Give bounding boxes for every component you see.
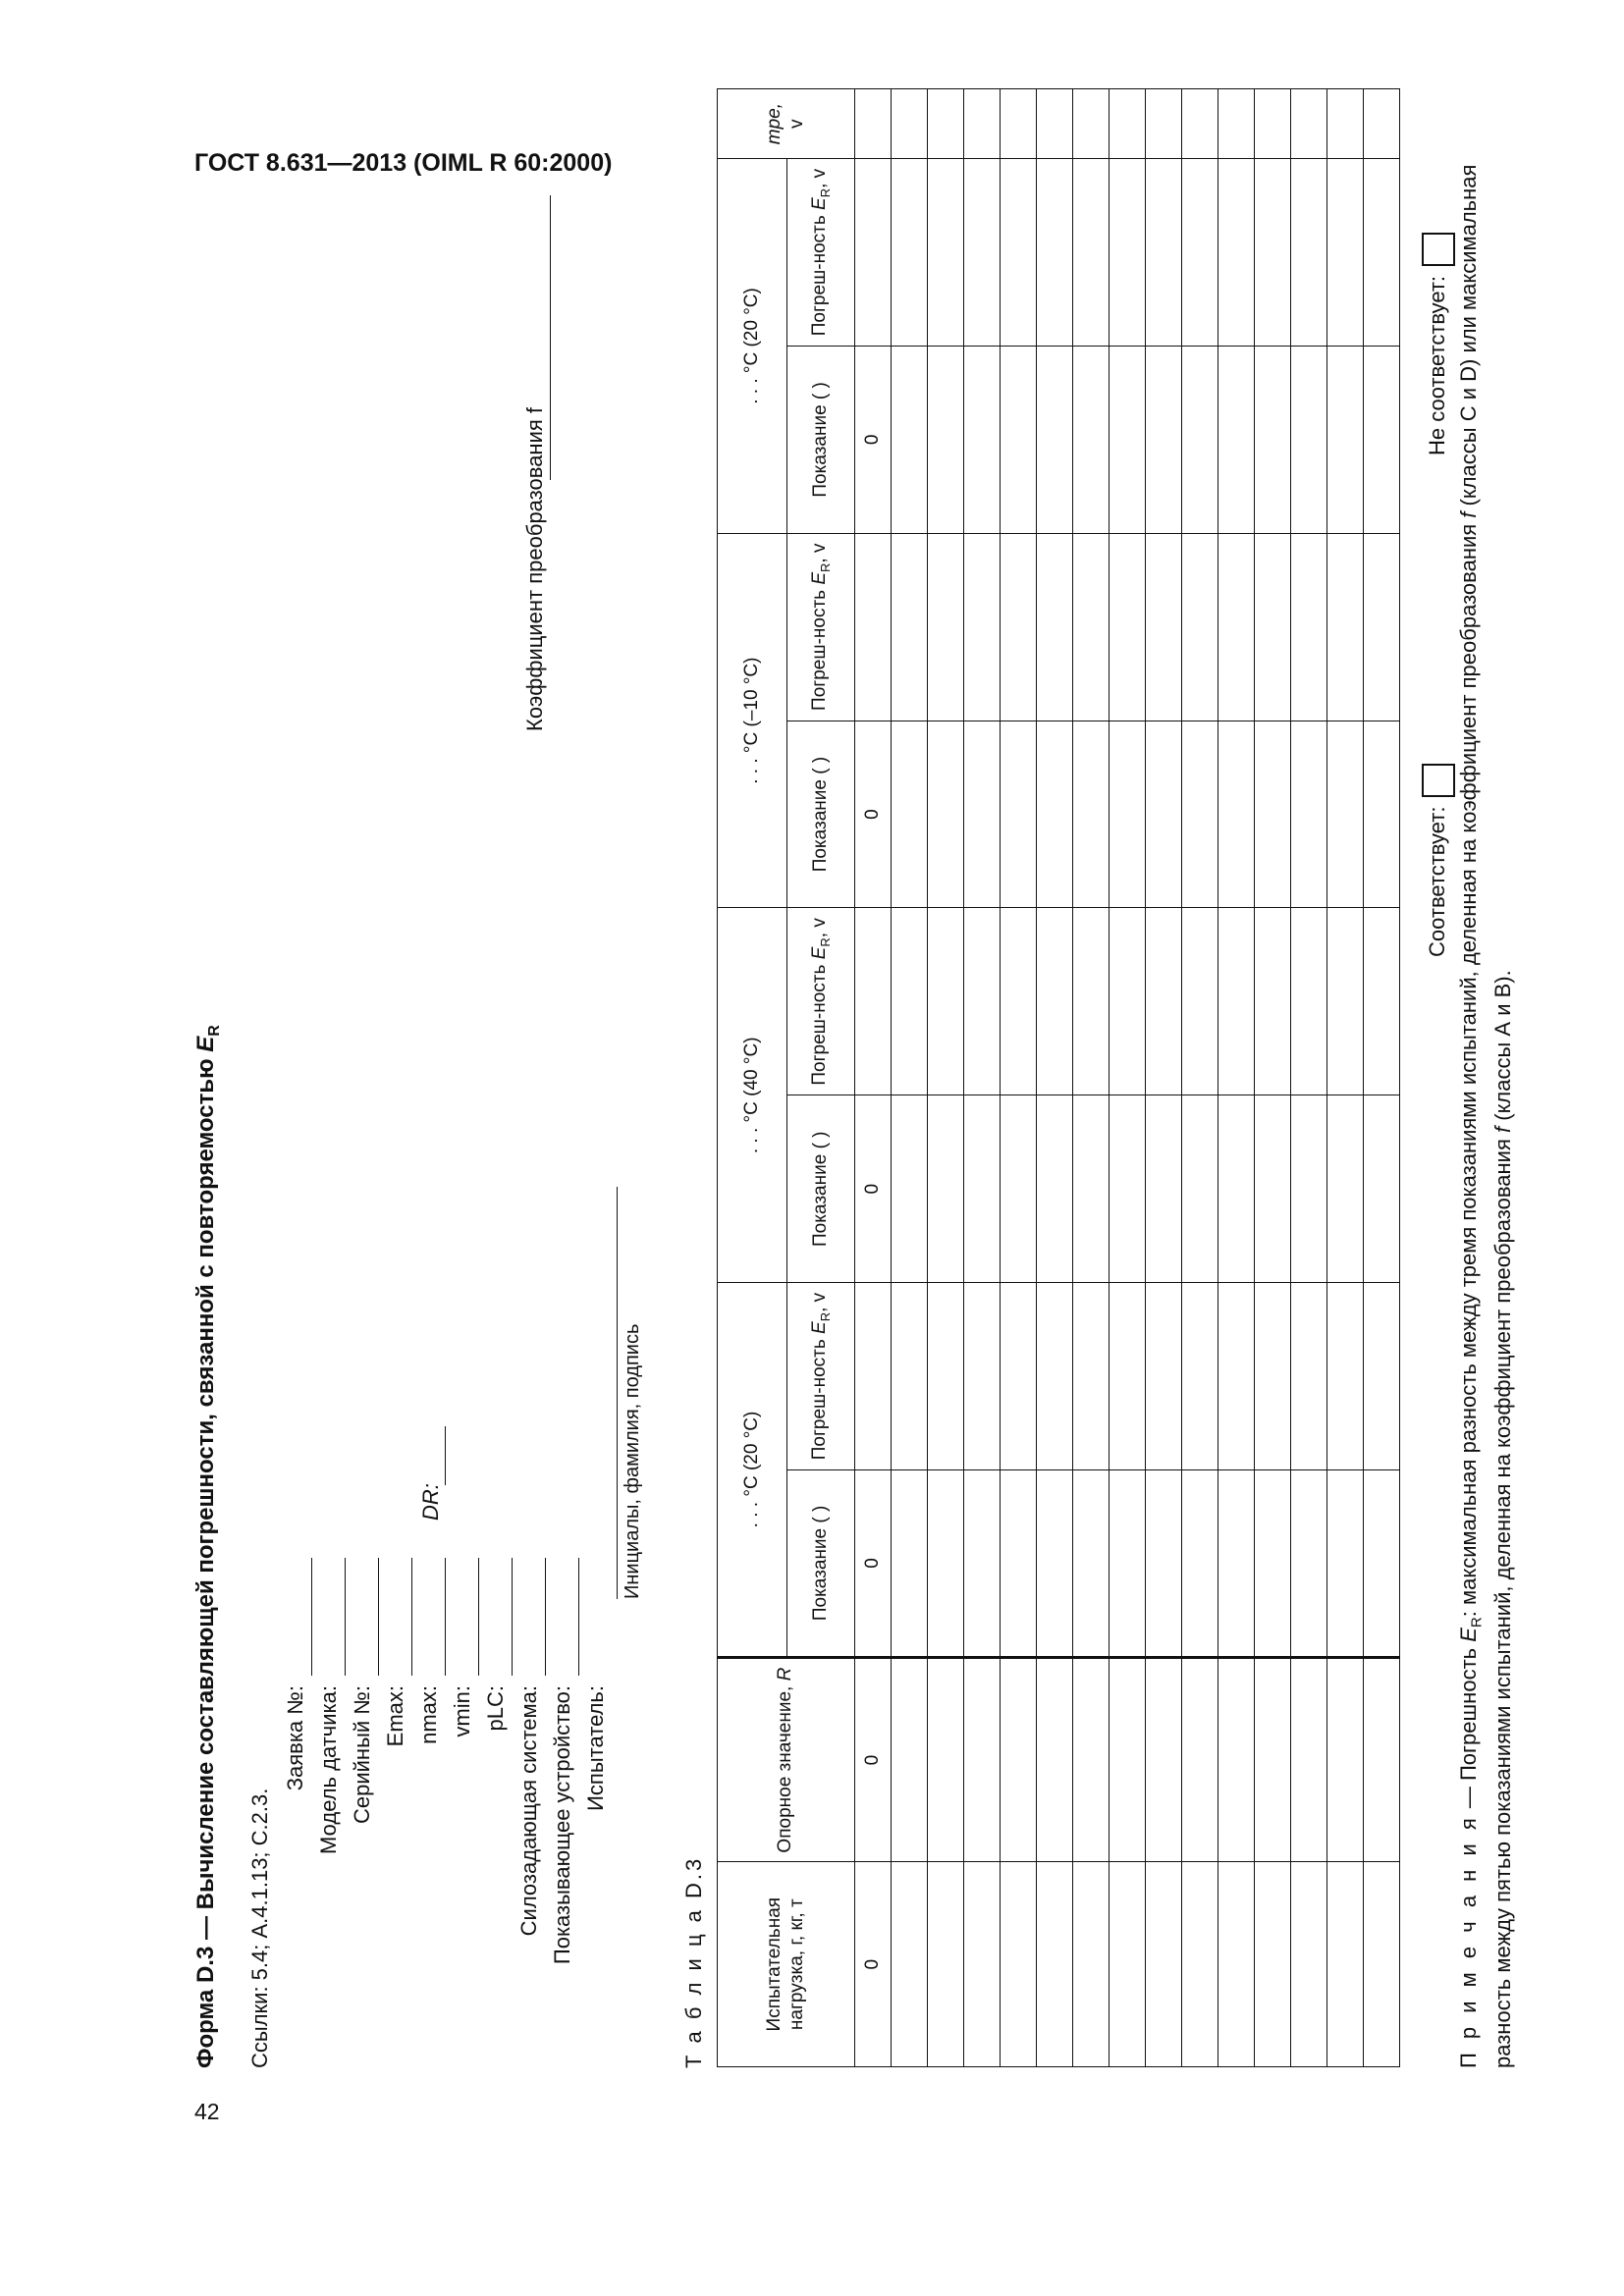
header-mpe: mpe, v (718, 89, 855, 159)
table-cell[interactable] (1073, 1657, 1110, 1862)
table-cell[interactable] (1327, 1095, 1364, 1283)
header-load: Испытательная нагрузка, г, кг, т (718, 1862, 855, 2067)
table-cell[interactable] (1037, 89, 1073, 159)
field-label: Силозадающая система: (516, 1685, 541, 1937)
field-label: Модель датчика: (316, 1685, 341, 1854)
line-emax[interactable] (383, 1558, 416, 1676)
table-cell[interactable] (1146, 1862, 1182, 2067)
header-reading-2: Показание ( ) (787, 1095, 855, 1283)
dr-label: DR: (418, 1483, 443, 1521)
table-cell[interactable] (1037, 346, 1073, 533)
table-cell[interactable] (1291, 1657, 1327, 1862)
signature-caption: Инициалы, фамилия, подпись (617, 1187, 644, 1599)
table-row (1146, 89, 1182, 2067)
form-title: Форма D.3 — Вычисление составляющей погрешности, связанной с повторяемостью $E_R$ (192, 1025, 223, 2068)
table-row (1182, 89, 1218, 2067)
table-cell[interactable] (928, 533, 964, 721)
header-error-1: Погреш-ность $E_R$, v (787, 1283, 855, 1470)
complies (1422, 764, 1455, 957)
field-label: vmin: (450, 1685, 474, 1737)
document-header: ГОСТ 8.631—2013 (OIML R 60:2000) (194, 149, 613, 177)
field-nmax (416, 1685, 450, 2068)
table-cell[interactable] (1255, 1862, 1291, 2067)
table-row (1327, 89, 1364, 2067)
table-cell[interactable] (1364, 1095, 1400, 1283)
table-cell[interactable] (1182, 721, 1218, 908)
line-nmax[interactable] (416, 1558, 450, 1676)
table-cell[interactable] (1291, 346, 1327, 533)
table-cell[interactable] (1037, 1283, 1073, 1470)
table-cell[interactable] (1291, 908, 1327, 1095)
table-cell[interactable] (928, 89, 964, 159)
table-cell[interactable] (1327, 1283, 1364, 1470)
table-cell[interactable] (1037, 1862, 1073, 2067)
table-cell[interactable] (1218, 721, 1255, 908)
table-cell[interactable] (892, 1095, 928, 1283)
table-cell[interactable] (964, 1095, 1001, 1283)
table-row (1037, 89, 1073, 2067)
not-complies-label: Не соответствует: (1424, 275, 1449, 455)
table-cell[interactable] (1255, 1095, 1291, 1283)
table-cell[interactable] (1218, 1469, 1255, 1657)
table-cell[interactable] (1327, 1862, 1364, 2067)
table-row (1255, 89, 1291, 2067)
table-cell[interactable] (1110, 1862, 1146, 2067)
table-cell[interactable] (855, 533, 892, 721)
line-vmin[interactable] (450, 1558, 483, 1676)
page-number: 42 (194, 2099, 220, 2124)
table-cell[interactable] (964, 346, 1001, 533)
table-cell[interactable] (1255, 346, 1291, 533)
table-cell[interactable]: 0 (855, 346, 892, 533)
table-cell[interactable] (1182, 1657, 1218, 1862)
table-cell[interactable] (1073, 721, 1110, 908)
table-cell[interactable] (892, 159, 928, 347)
table-cell[interactable] (1291, 1862, 1327, 2067)
table-cell[interactable] (1001, 89, 1037, 159)
table-cell[interactable] (1291, 1469, 1327, 1657)
complies-checkbox[interactable] (1422, 764, 1455, 797)
header-group-1: . . . °С (20 °С) (718, 1283, 787, 1658)
table-cell[interactable] (964, 1862, 1001, 2067)
table-cell[interactable] (1146, 1095, 1182, 1283)
complies-label: Соответствует: (1424, 806, 1449, 957)
table-cell[interactable] (964, 89, 1001, 159)
table-cell[interactable] (1001, 1095, 1037, 1283)
table-cell[interactable] (1255, 159, 1291, 347)
table-cell[interactable] (1146, 346, 1182, 533)
table-cell[interactable] (1291, 89, 1327, 159)
table-cell[interactable] (1255, 1469, 1291, 1657)
table-cell[interactable] (892, 908, 928, 1095)
table-row (1291, 89, 1327, 2067)
table-cell[interactable] (1364, 1862, 1400, 2067)
table-cell[interactable]: 0 (855, 1469, 892, 1657)
table-cell[interactable] (1364, 908, 1400, 1095)
header-error-3: Погреш-ность $E_R$, v (787, 533, 855, 721)
table-cell[interactable] (892, 1469, 928, 1657)
table-cell[interactable] (928, 1862, 964, 2067)
table-row (1218, 89, 1255, 2067)
table-cell[interactable] (1001, 721, 1037, 908)
table-cell[interactable] (1291, 721, 1327, 908)
header-reading-3: Показание ( ) (787, 721, 855, 908)
table-cell[interactable] (1182, 908, 1218, 1095)
line-dr[interactable] (416, 1426, 450, 1485)
table-cell[interactable] (1073, 1283, 1110, 1470)
table-cell[interactable] (1146, 1283, 1182, 1470)
field-plc (483, 1685, 516, 2068)
table-cell[interactable] (1037, 159, 1073, 347)
table-cell[interactable] (1146, 1469, 1182, 1657)
field-model (316, 1685, 350, 2068)
table-cell[interactable] (1001, 908, 1037, 1095)
table-cell[interactable] (928, 1657, 964, 1862)
field-label: Испытатель: (583, 1685, 608, 1811)
table-cell[interactable] (1001, 159, 1037, 347)
table-cell[interactable] (928, 346, 964, 533)
table-cell[interactable] (1037, 1469, 1073, 1657)
note: П р и м е ч а н и я — Погрешность $E_R$: максимальная разность между тремя показаниями испытаний, деленная на коэффициент преобразования f (классы С и D) или максимальная разность между пятью показаниями испытаний, деленная на коэффициент преобразования f (классы А и В). (1456, 164, 1516, 2068)
table-cell[interactable] (892, 1862, 928, 2067)
line-application[interactable] (283, 1558, 316, 1676)
table-row (892, 89, 928, 2067)
table-cell[interactable] (1182, 1862, 1218, 2067)
table-cell[interactable] (855, 908, 892, 1095)
table-body (855, 89, 1400, 2067)
table-cell[interactable] (1364, 89, 1400, 159)
field-label: Заявка №: (283, 1685, 307, 1791)
table-cell[interactable] (1255, 908, 1291, 1095)
table-cell[interactable] (1218, 1095, 1255, 1283)
table-cell[interactable] (1327, 89, 1364, 159)
table-cell[interactable] (1146, 1657, 1182, 1862)
field-vmin (450, 1685, 483, 2068)
table-cell[interactable] (1001, 1469, 1037, 1657)
table-cell[interactable] (1146, 533, 1182, 721)
table-cell[interactable] (1001, 1283, 1037, 1470)
table-cell[interactable] (1073, 159, 1110, 347)
table-cell[interactable] (1037, 533, 1073, 721)
field-label: pLC: (483, 1685, 508, 1732)
table-cell[interactable] (1364, 346, 1400, 533)
table-cell[interactable] (1364, 1469, 1400, 1657)
table-cell[interactable] (928, 1469, 964, 1657)
line-plc[interactable] (483, 1558, 516, 1676)
table-cell[interactable] (928, 721, 964, 908)
table-cell[interactable]: 0 (855, 1095, 892, 1283)
header-error-2: Погреш-ность $E_R$, v (787, 908, 855, 1095)
table-cell[interactable] (1291, 159, 1327, 347)
table-cell[interactable] (928, 1095, 964, 1283)
table-row-zero (855, 89, 892, 2067)
table-cell[interactable] (1182, 159, 1218, 347)
table-cell[interactable] (964, 1469, 1001, 1657)
field-label: nmax: (416, 1685, 441, 1744)
table-cell[interactable] (1364, 159, 1400, 347)
table-cell[interactable] (928, 159, 964, 347)
line-indicator[interactable] (550, 1558, 583, 1676)
table-cell[interactable] (1218, 159, 1255, 347)
table-cell[interactable] (1255, 533, 1291, 721)
table-caption: Т а б л и ц а D.3 (681, 1855, 706, 2068)
table-cell[interactable] (1110, 346, 1146, 533)
table-cell[interactable] (1001, 533, 1037, 721)
table-row (1073, 89, 1110, 2067)
line-serial[interactable] (350, 1558, 383, 1676)
references: Ссылки: 5.4; А.4.1.13; С.2.3. (247, 1788, 272, 2068)
table-cell[interactable] (928, 1283, 964, 1470)
field-label: Серийный №: (350, 1685, 374, 1825)
field-emax (383, 1685, 416, 2068)
table-cell[interactable] (1327, 346, 1364, 533)
table-cell[interactable] (855, 1283, 892, 1470)
table-cell[interactable] (1364, 1657, 1400, 1862)
table-cell[interactable] (1146, 721, 1182, 908)
table-cell[interactable] (1218, 1657, 1255, 1862)
table-cell[interactable] (1037, 908, 1073, 1095)
table-cell[interactable] (1364, 1283, 1400, 1470)
table-cell[interactable] (1001, 1862, 1037, 2067)
table-cell[interactable] (1327, 533, 1364, 721)
table-cell[interactable] (1037, 1657, 1073, 1862)
table-cell[interactable] (1182, 346, 1218, 533)
table-cell[interactable] (1218, 533, 1255, 721)
table-row (1364, 89, 1400, 2067)
table-cell[interactable] (1218, 908, 1255, 1095)
field-tester (583, 1685, 617, 2068)
header-error-4: Погреш-ность $E_R$, v (787, 159, 855, 347)
table-cell[interactable] (1255, 721, 1291, 908)
table-cell[interactable] (1255, 1283, 1291, 1470)
table-cell[interactable] (1291, 533, 1327, 721)
table-cell[interactable] (964, 721, 1001, 908)
table-cell[interactable] (1073, 908, 1110, 1095)
table-cell[interactable] (1073, 533, 1110, 721)
table-cell[interactable] (1327, 1469, 1364, 1657)
field-label: Показывающее устройство: (550, 1685, 574, 1965)
table-cell[interactable]: 0 (855, 1657, 892, 1862)
field-label: Emax: (383, 1685, 407, 1747)
header-reading-1: Показание ( ) (787, 1469, 855, 1657)
table-cell[interactable] (892, 89, 928, 159)
table-cell[interactable] (855, 89, 892, 159)
table-cell[interactable] (892, 1283, 928, 1470)
table-cell[interactable] (1146, 159, 1182, 347)
field-serial (350, 1685, 383, 2068)
table-cell[interactable] (1110, 1657, 1146, 1862)
table-cell[interactable] (1073, 1095, 1110, 1283)
table-row (1110, 89, 1146, 2067)
table-cell[interactable] (1110, 721, 1146, 908)
table-cell[interactable] (1218, 1862, 1255, 2067)
table-cell[interactable] (1037, 1095, 1073, 1283)
table-cell[interactable] (1110, 1469, 1146, 1657)
table-cell[interactable] (1110, 1283, 1146, 1470)
table-cell[interactable] (1001, 1657, 1037, 1862)
table-cell[interactable] (1182, 1469, 1218, 1657)
table-cell[interactable] (892, 1657, 928, 1862)
table-cell[interactable] (1037, 721, 1073, 908)
table-cell[interactable] (892, 533, 928, 721)
field-application (283, 1685, 316, 2068)
table-cell[interactable] (1146, 89, 1182, 159)
table-cell[interactable] (1073, 346, 1110, 533)
header-group-2: . . . °С (40 °С) (718, 908, 787, 1283)
table-cell[interactable] (1327, 721, 1364, 908)
table-cell[interactable] (1218, 89, 1255, 159)
table-cell[interactable] (1291, 1095, 1327, 1283)
table-cell[interactable] (855, 159, 892, 347)
line-force-system[interactable] (516, 1558, 550, 1676)
table-cell[interactable] (1218, 346, 1255, 533)
field-indicator (550, 1685, 583, 2068)
table-cell[interactable] (1073, 1469, 1110, 1657)
header-reading-4: Показание ( ) (787, 346, 855, 533)
table-cell[interactable] (1110, 1095, 1146, 1283)
table-cell[interactable] (1110, 533, 1146, 721)
table-cell[interactable]: 0 (855, 1862, 892, 2067)
table-d3 (717, 88, 1400, 2067)
table-cell[interactable] (964, 1657, 1001, 1862)
table-cell[interactable] (1182, 533, 1218, 721)
table-cell[interactable] (892, 346, 928, 533)
table-cell[interactable] (964, 533, 1001, 721)
table-cell[interactable] (1073, 89, 1110, 159)
table-row (1001, 89, 1037, 2067)
header-group-3: . . . °С (–10 °С) (718, 533, 787, 908)
table-cell[interactable] (1073, 1862, 1110, 2067)
not-complies-checkbox[interactable] (1422, 233, 1455, 266)
table-cell[interactable] (1364, 533, 1400, 721)
table-cell[interactable] (1110, 908, 1146, 1095)
table-cell[interactable] (1255, 89, 1291, 159)
header-reference: Опорное значение, R (718, 1657, 855, 1862)
table-cell[interactable] (1182, 1283, 1218, 1470)
not-complies (1422, 233, 1455, 455)
table-cell[interactable] (1327, 908, 1364, 1095)
line-model[interactable] (316, 1558, 350, 1676)
table-cell[interactable] (892, 721, 928, 908)
table-cell[interactable] (1327, 159, 1364, 347)
table-cell[interactable] (1255, 1657, 1291, 1862)
table-cell[interactable] (1291, 1283, 1327, 1470)
table-cell[interactable] (964, 159, 1001, 347)
table-cell[interactable] (928, 908, 964, 1095)
table-cell[interactable]: 0 (855, 721, 892, 908)
table-row (964, 89, 1001, 2067)
coefficient-line[interactable] (550, 195, 551, 480)
header-group-4: . . . °С (20 °С) (718, 159, 787, 534)
table-cell[interactable] (1146, 908, 1182, 1095)
table-cell[interactable] (964, 1283, 1001, 1470)
table-cell[interactable] (1001, 346, 1037, 533)
coefficient-label: Коэффициент преобразования f (522, 407, 547, 731)
table-cell[interactable] (1182, 89, 1218, 159)
table-cell[interactable] (1327, 1657, 1364, 1862)
table-row (928, 89, 964, 2067)
table-cell[interactable] (1218, 1283, 1255, 1470)
table-cell[interactable] (1110, 89, 1146, 159)
table-cell[interactable] (1182, 1095, 1218, 1283)
table-cell[interactable] (964, 908, 1001, 1095)
table-cell[interactable] (1364, 721, 1400, 908)
field-force-system (516, 1685, 550, 2068)
table-cell[interactable] (1110, 159, 1146, 347)
